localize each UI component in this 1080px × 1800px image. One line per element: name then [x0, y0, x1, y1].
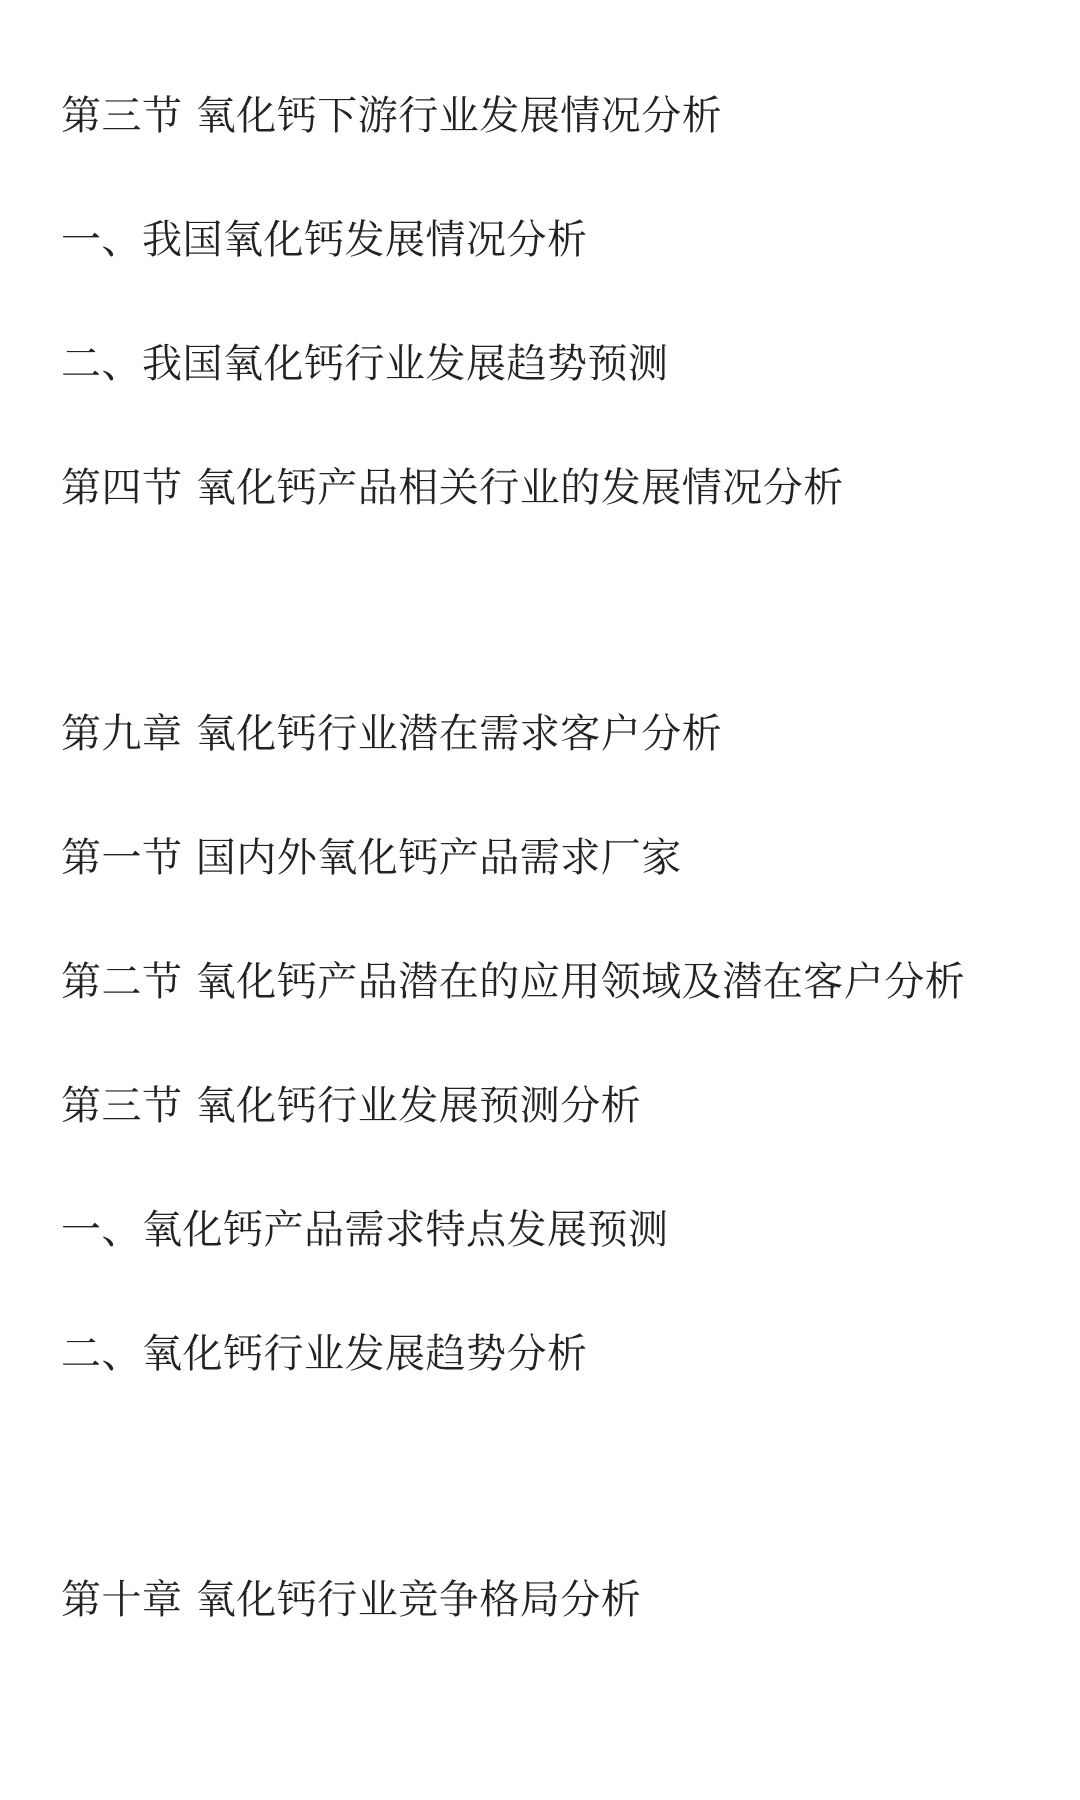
subsection-item: 一、我国氧化钙发展情况分析: [61, 217, 588, 263]
section-heading: 第一节 国内外氧化钙产品需求厂家: [61, 835, 682, 881]
section-heading: 第四节 氧化钙产品相关行业的发展情况分析: [61, 465, 844, 511]
subsection-item: 二、我国氧化钙行业发展趋势预测: [61, 341, 669, 387]
subsection-item: 二、氧化钙行业发展趋势分析: [61, 1331, 588, 1377]
chapter-heading: 第九章 氧化钙行业潜在需求客户分析: [61, 711, 723, 757]
section-heading: 第三节 氧化钙下游行业发展情况分析: [61, 93, 723, 139]
subsection-item: 一、氧化钙产品需求特点发展预测: [61, 1207, 669, 1253]
chapter-heading: 第十章 氧化钙行业竞争格局分析: [61, 1577, 642, 1623]
section-heading: 第三节 氧化钙行业发展预测分析: [61, 1083, 642, 1129]
section-heading: 第二节 氧化钙产品潜在的应用领域及潜在客户分析: [61, 959, 966, 1005]
